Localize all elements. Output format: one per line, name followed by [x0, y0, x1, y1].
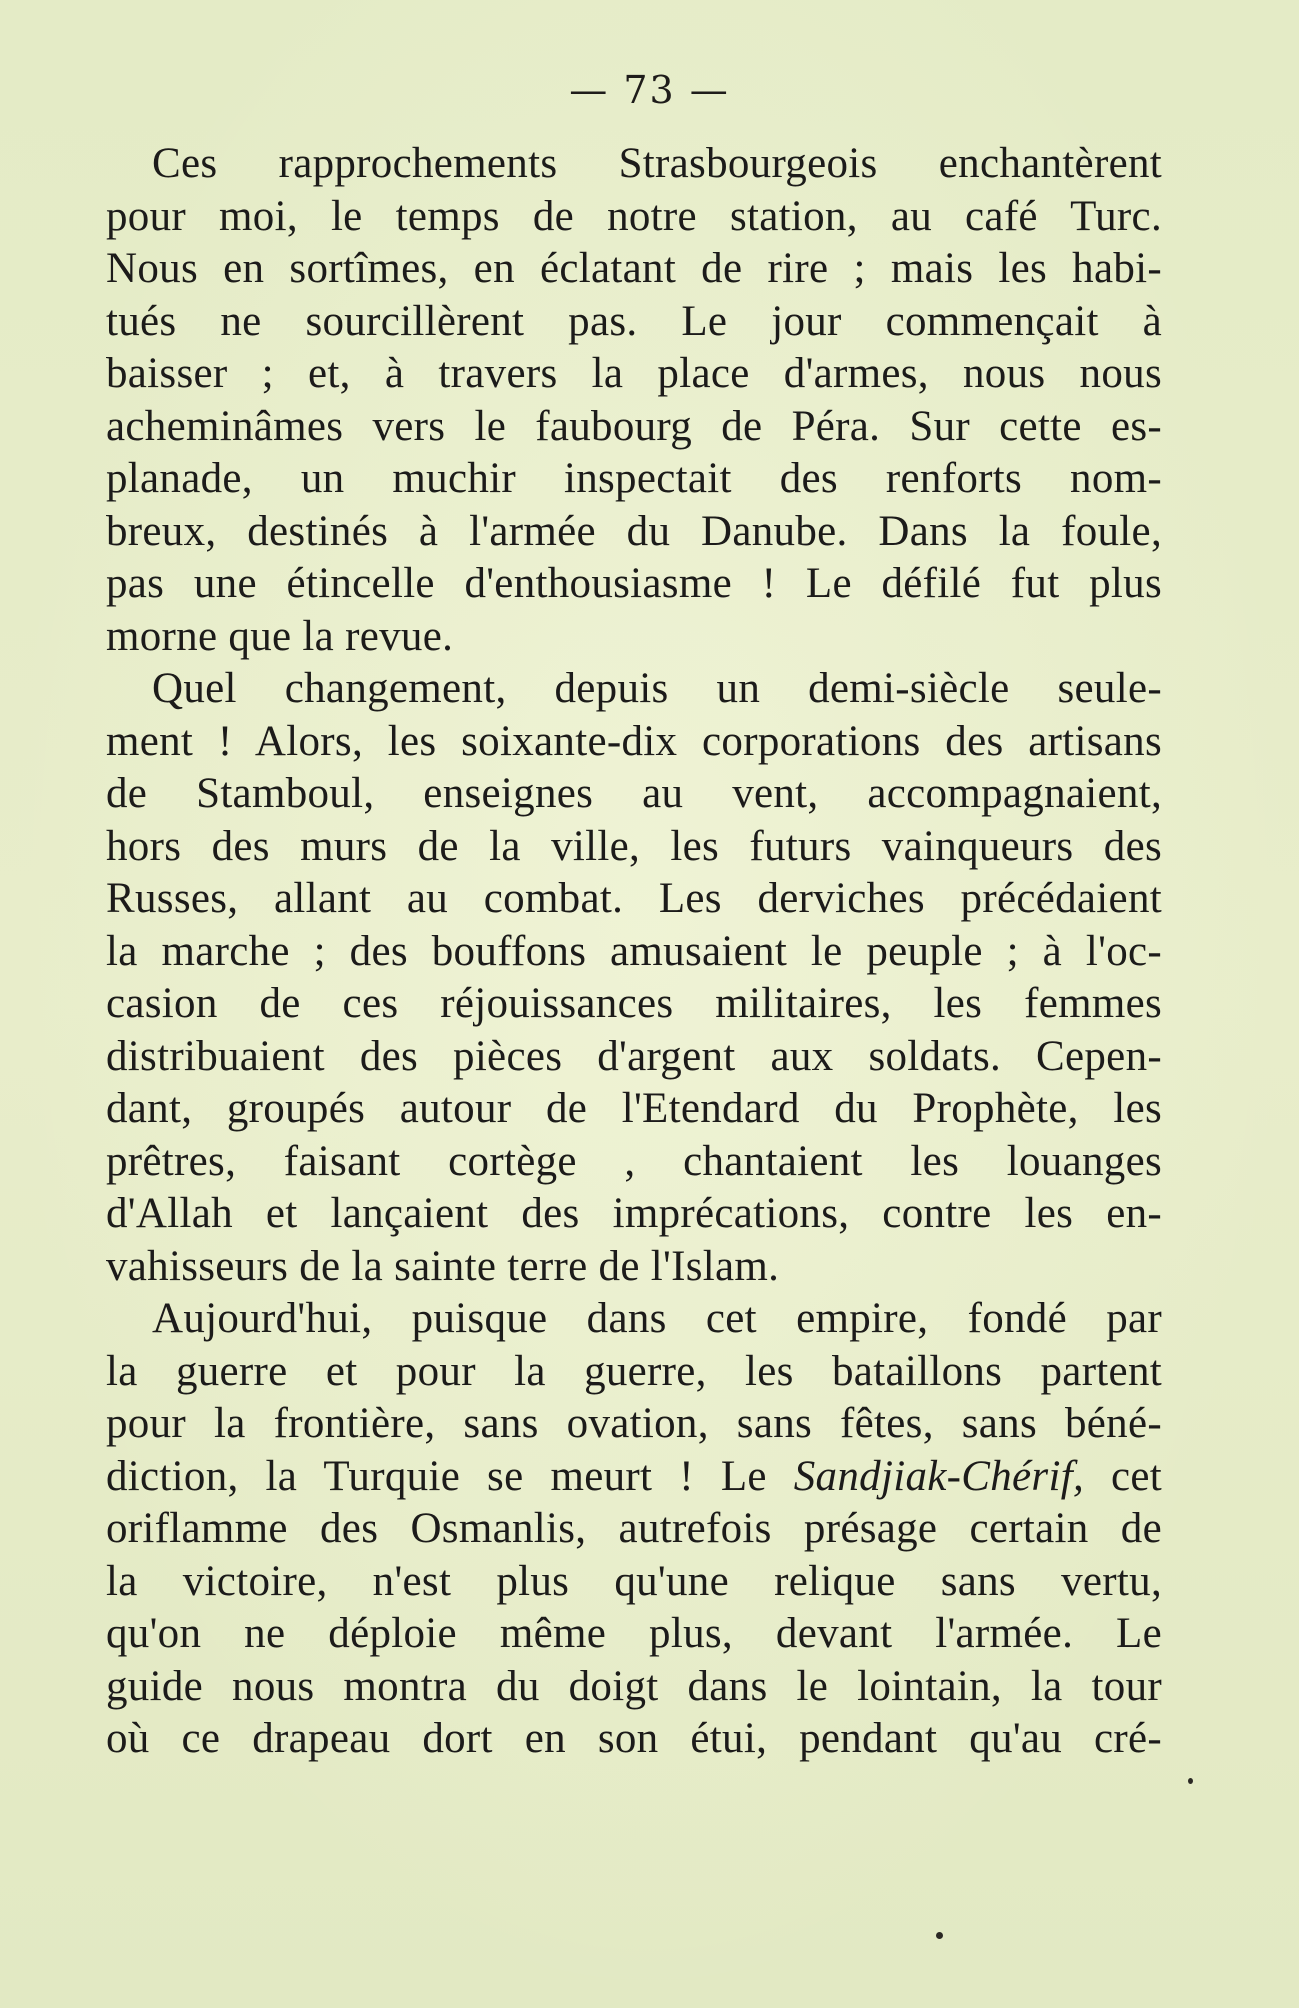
text-line: Aujourd'hui, puisque dans cet empire, fondé par	[152, 1295, 1162, 1342]
text-segment: cet	[1084, 1452, 1162, 1500]
text-line	[106, 1451, 1162, 1504]
text-line: dant, groupés autour de l'Etendard du Prophète, les	[106, 1085, 1162, 1132]
text-line: guide nous montra du doigt dans le lointain, la tour	[106, 1662, 1162, 1710]
text-line: pour moi, le temps de notre station, au café Turc.	[106, 192, 1162, 240]
text-line: morne que la revue.	[106, 612, 454, 660]
text-line: d'Allah et lançaient des imprécations, contre les en-	[106, 1190, 1162, 1237]
ink-speck	[1188, 1778, 1193, 1784]
text-line: ment ! Alors, les soixante-dix corporations des artisans	[106, 717, 1162, 765]
text-line: Russes, allant au combat. Les derviches précédaient	[106, 875, 1162, 922]
text-line: distribuaient des pièces d'argent aux soldats. Cepen-	[106, 1032, 1162, 1080]
text-line: tués ne sourcillèrent pas. Le jour commençait à	[106, 297, 1162, 345]
ink-speck	[936, 1932, 943, 1939]
body-text	[106, 138, 1162, 1766]
italic-term: Sandjiak-Chérif,	[793, 1452, 1084, 1500]
text-line: pas une étincelle d'enthousiasme ! Le défilé fut plus	[106, 560, 1162, 607]
text-line: la victoire, n'est plus qu'une relique sans vertu,	[106, 1557, 1162, 1605]
text-line: de Stamboul, enseignes au vent, accompagnaient,	[106, 770, 1162, 817]
text-line: breux, destinés à l'armée du Danube. Dans la foule,	[106, 507, 1162, 555]
text-line: Quel changement, depuis un demi-siècle seule-	[152, 665, 1162, 712]
text-line: prêtres, faisant cortège , chantaient les louanges	[106, 1137, 1162, 1185]
text-line: Ces rapprochements Strasbourgeois enchantèrent	[152, 140, 1162, 187]
text-line: vahisseurs de la sainte terre de l'Islam.	[106, 1242, 780, 1290]
text-line: baisser ; et, à travers la place d'armes, nous nous	[106, 350, 1162, 397]
text-line: hors des murs de la ville, les futurs vainqueurs des	[106, 822, 1162, 870]
text-line: acheminâmes vers le faubourg de Péra. Sur cette es-	[106, 402, 1162, 450]
text-line: Nous en sortîmes, en éclatant de rire ; mais les habi-	[106, 245, 1162, 292]
text-line: casion de ces réjouissances militaires, les femmes	[106, 980, 1162, 1027]
text-line: qu'on ne déploie même plus, devant l'armée. Le	[106, 1610, 1162, 1657]
text-line: planade, un muchir inspectait des renforts nom-	[106, 455, 1162, 502]
text-line: la guerre et pour la guerre, les bataillons partent	[106, 1347, 1162, 1395]
text-line: où ce drapeau dort en son étui, pendant qu'au cré-	[106, 1715, 1162, 1762]
text-line: pour la frontière, sans ovation, sans fêtes, sans béné-	[106, 1400, 1162, 1447]
text-line: oriflamme des Osmanlis, autrefois présage certain de	[106, 1505, 1162, 1552]
text-line: la marche ; des bouffons amusaient le peuple ; à l'oc-	[106, 927, 1162, 975]
page-number: — 73 —	[569, 68, 730, 112]
text-segment: diction, la Turquie se meurt ! Le	[106, 1452, 794, 1500]
